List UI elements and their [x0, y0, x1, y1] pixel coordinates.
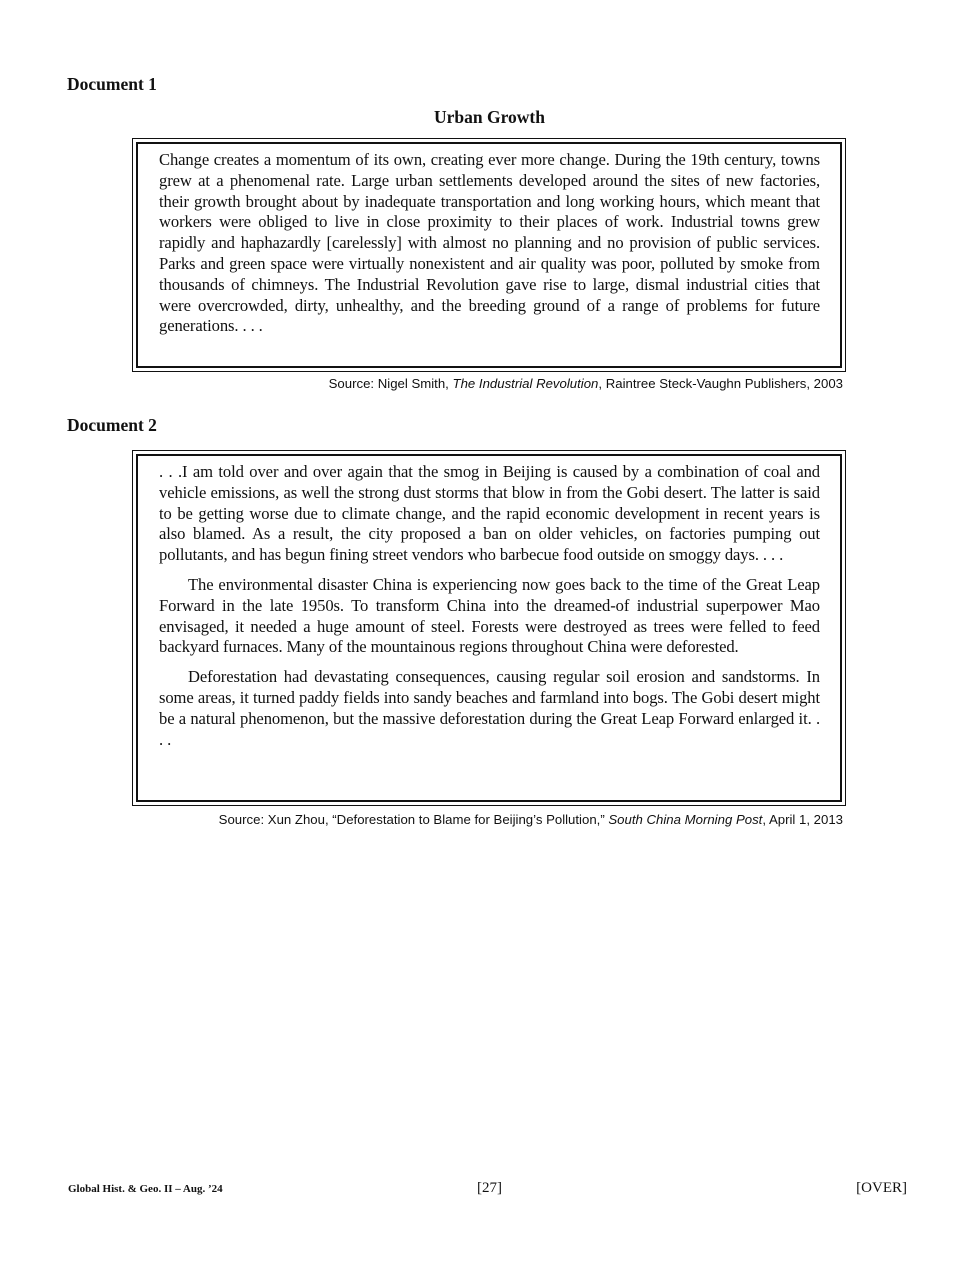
document-1-excerpt-inner [136, 142, 842, 368]
document-2-paragraph-1: . . .I am told over and over again that the smog in Beijing is caused by a combination of coal and vehicle emissions, as well the strong dust storms that blow in from the Gobi desert. The latter is said to be getting worse due to climate change, and the rapid economic development in recent years is also blamed. As a result, the city proposed a ban on older vehicles, on factories pumping out pollutants, and has begun fining street vendors who barbecue food outside on smoggy days. . . . [159, 462, 820, 565]
document-1-paragraph: Change creates a momentum of its own, creating ever more change. During the 19th century, towns grew at a phenomenal rate. Large urban settlements developed around the sites of new factories, their growth brought about by inadequate transportation and long working hours, which meant that workers were obliged to live in close proximity to their places of work. Industrial towns grew rapidly and haphazardly [carelessly] with almost no planning and no provision of public services. Parks and green space were virtually nonexistent and air quality was poor, polluted by smoke from thousands of chimneys. The Industrial Revolution gave rise to large, dismal industrial cities that were overcrowded, dirty, unhealthy, and the breeding ground of a range of problems for future generations. . . . [159, 150, 820, 336]
document-1-source-work: The Industrial Revolution [452, 376, 599, 391]
document-2-excerpt-box [132, 450, 846, 806]
document-2-source [219, 812, 843, 827]
footer-exam-title: Global Hist. & Geo. II – Aug. ’24 [68, 1183, 223, 1195]
document-1-heading: Document 1 [67, 74, 157, 94]
document-2-paragraph-3: Deforestation had devastating consequences, causing regular soil erosion and sandstorms. In some areas, it turned paddy fields into sandy beaches and farmland into bogs. The Gobi desert might be a natural phenomenon, but the massive deforestation during the Great Leap Forward enlarged it. . . . [159, 667, 820, 749]
footer-page-number: [27] [477, 1180, 502, 1196]
document-1-source-suffix: , Raintree Steck-Vaughn Publishers, 2003 [598, 376, 843, 391]
document-1-title: Urban Growth [433, 107, 545, 127]
document-2-excerpt-inner [136, 454, 842, 802]
document-2-paragraph-2: The environmental disaster China is experiencing now goes back to the time of the Great Leap Forward in the late 1950s. To transform China into the dreamed-of industrial superpower Mao envisaged, it needed a huge amount of steel. Forests were destroyed as trees were felled to feed backyard furnaces. Many of the mountainous regions throughout China were deforested. [159, 574, 820, 657]
footer-over-indicator: [OVER] [856, 1180, 907, 1196]
document-2-source-work: South China Morning Post [608, 812, 763, 827]
document-2-source-suffix: , April 1, 2013 [762, 812, 843, 827]
document-1-excerpt-box [132, 138, 846, 372]
document-1-source [329, 376, 843, 391]
document-2-source-prefix: Source: Xun Zhou, “Deforestation to Blame for Beijing’s Pollution,” [218, 812, 609, 827]
document-2-heading: Document 2 [67, 415, 157, 435]
document-1-source-prefix: Source: Nigel Smith, [328, 376, 453, 391]
